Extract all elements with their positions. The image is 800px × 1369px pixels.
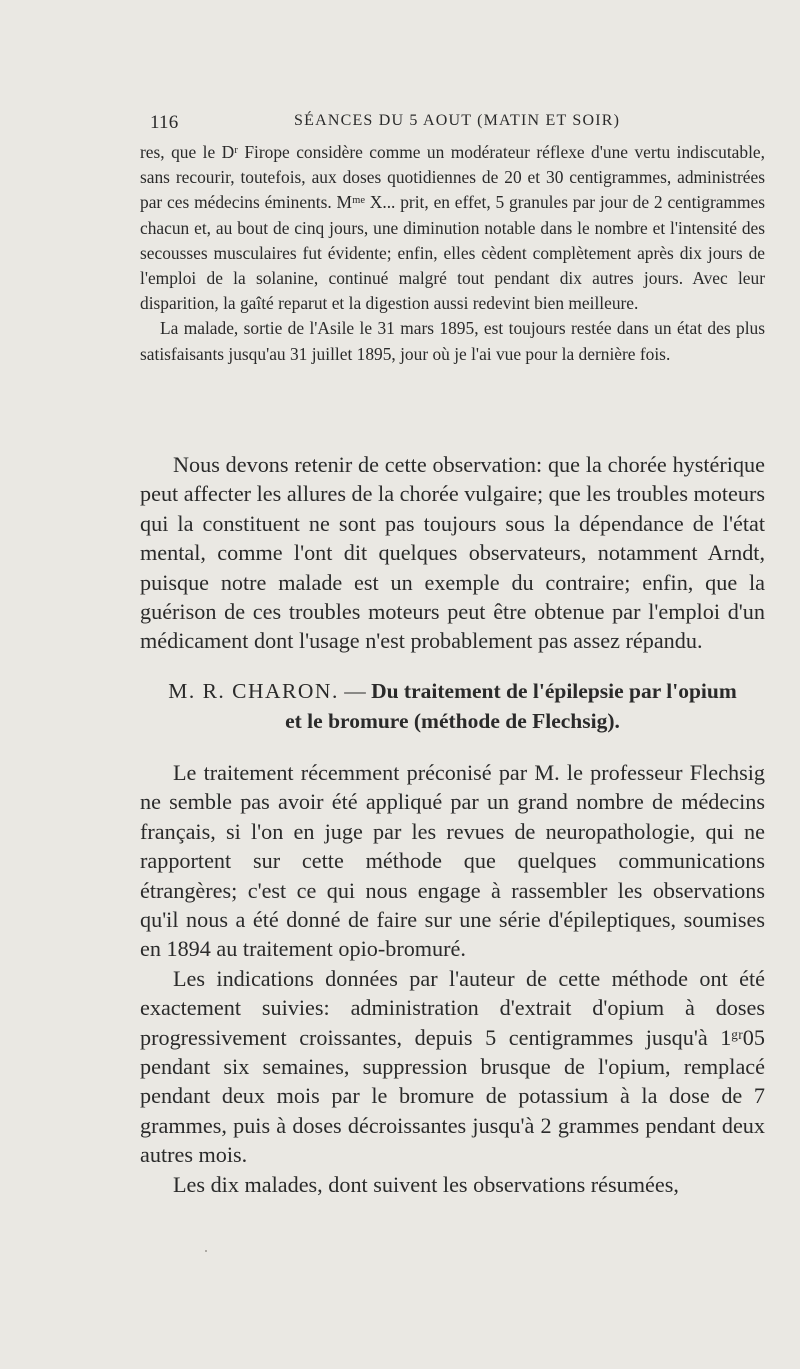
paragraph: Les dix malades, dont suivent les observations résumées,	[173, 1171, 679, 1197]
section-author: M. R. CHARON.	[168, 679, 339, 703]
section-title-line1: Du traitement de l'épilepsie par l'opium	[371, 679, 737, 703]
running-title: SÉANCES DU 5 AOUT (MATIN ET SOIR)	[294, 112, 621, 129]
conclusion-text	[140, 450, 765, 656]
paper-speck	[205, 1250, 207, 1252]
paragraph: La malade, sortie de l'Asile le 31 mars 1895, est toujours restée dans un état des plus satisfaisants jusqu'au 31 juillet 1895, jour où je l'ai vue pour la dernière fois.	[140, 318, 765, 364]
paragraph: Nous devons retenir de cette observation: que la chorée hystérique peut affecter les allures de la chorée vulgaire; que les troubles moteurs qui la constituent ne sont pas toujours sous la dépendance de l'état mental, comme l'ont dit quelques observateurs, notamment Arndt, puisque notre malade est un exemple du contraire; enfin, que la guérison de ces troubles moteurs peut être obtenue par l'emploi d'un médicament dont l'usage n'est probablement pas assez répandu.	[140, 452, 765, 654]
heading-dash: —	[338, 679, 372, 703]
paragraph: Les indications données par l'auteur de cette méthode ont été exactement suivies: administration d'extrait d'opium à doses progressivement croissantes, depuis 5 centigrammes jusqu'à 1ᵍʳ05 pendant six semaines, suppression brusque de l'opium, remplacé pendant deux mois par le bromure de potassium à la dose de 7 grammes, puis à doses décroissantes jusqu'à 2 grammes pendant deux autres mois.	[140, 965, 765, 1168]
article-body	[140, 758, 765, 1199]
page-number: 116	[150, 112, 179, 133]
section-title-line2: et le bromure (méthode de Flechsig).	[285, 709, 620, 733]
paragraph: res, que le Dʳ Firope considère comme un modérateur réflexe d'une vertu indiscutable, sans recourir, toutefois, aux doses quotidiennes de 20 et 30 centigrammes, administrées par ces médecins éminents. Mᵐᵉ X... prit, en effet, 5 granules par jour de 2 centigrammes chacun et, au bout de cinq jours, une diminution notable dans le nombre et l'intensité des secousses musculaires fut évidente; enfin, elles cèdent complètement après dix jours de l'emploi de la solanine, continué malgré tout pendant dix autres jours. Avec leur disparition, la gaîté reparut et la digestion aussi redevint bien meilleure.	[140, 142, 765, 314]
page-header	[146, 112, 761, 142]
section-heading	[140, 676, 765, 736]
case-report-text	[140, 140, 765, 367]
paragraph: Le traitement récemment préconisé par M. le professeur Flechsig ne semble pas avoir été appliqué par un grand nombre de médecins français, si l'on en juge par les revues de neuropathologie, qui ne rapportent sur cette méthode que quelques communications étrangères; c'est ce qui nous engage à rassembler les observations qu'il nous a été donné de faire sur une série d'épileptiques, soumises en 1894 au traitement opio-bromuré.	[140, 760, 765, 962]
